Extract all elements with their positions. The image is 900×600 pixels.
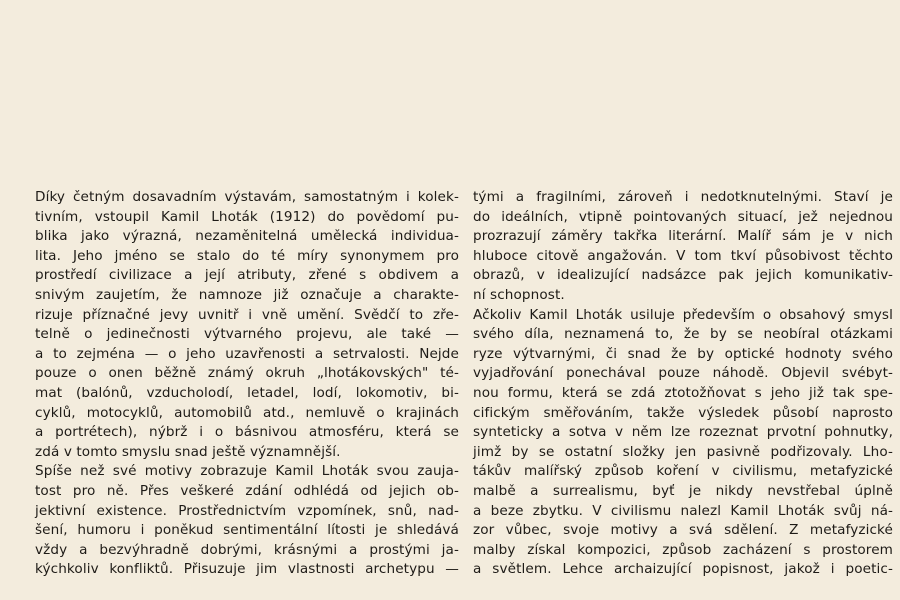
text-line: malbě a surrealismu, byť je nikdy nevstřebal úplně [473,482,893,499]
text-line: jimž by se ostatní složky jen pasivně podřizovaly. Lho- [473,443,893,460]
text-line: a světlem. Lehce archaizující popisnost, jakož i poetic- [473,561,893,578]
text-line: obrazů, v idealizující nadsázce pak jejich komunikativ- [473,267,893,284]
text-line: zor vůbec, svoje motivy a svá sdělení. Z metafyzické [473,522,893,539]
text-line: šení, humoru i poněkud sentimentální lítosti je shledává [35,522,459,539]
text-line: a beze zbytku. V civilismu nalezl Kamil Lhoták svůj ná- [473,502,893,519]
text-column-right [473,188,893,580]
text-line: tákův malířský způsob koření v civilismu, metafyzické [473,463,893,480]
text-line: cifickým směřováním, takže výsledek působí naprosto [473,404,893,421]
text-line: mat (balónů, vzducholodí, letadel, lodí, lokomotiv, bi- [35,384,459,401]
text-line: kýchkoliv konfliktů. Přisuzuje jim vlastnosti archetypu — [35,561,459,578]
text-line: Spíše než své motivy zobrazuje Kamil Lhoták svou zauja- [35,463,459,480]
text-line: tost pro ně. Přes veškeré zdání odhlédá od jejich ob- [35,482,459,499]
text-line: Ačkoliv Kamil Lhoták usiluje především o obsahový smysl [473,306,893,323]
text-line: vyjadřování ponechával pouze náhodě. Objevil svébyt- [473,365,893,382]
text-line: rizuje příznačné jevy uvnitř i vně umění. Svědčí to zře- [35,306,459,323]
text-line: svého díla, neznamená to, že by se neobíral otázkami [473,326,893,343]
text-line: blika jako výrazná, nezaměnitelná umělecká individua- [35,228,459,245]
text-line: pouze o onen běžně známý okruh „lhotákovských" té- [35,365,459,382]
text-line: zdá v tomto smyslu snad ještě významnější. [35,443,341,460]
text-line: Díky četným dosavadním výstavám, samostatným i kolek- [35,189,459,205]
text-line: snivým zaujetím, že namnoze již označuje a charakte- [35,286,459,303]
text-line: a portrétech), nýbrž i o básnivou atmosféru, která se [35,424,459,441]
text-line: nou formu, která se zdá ztotožňovat s jeho již tak spe- [473,384,893,401]
text-line: ryze výtvarnými, či snad že by optické hodnoty svého [473,345,893,362]
text-line: synteticky a sotva v něm lze rozeznat prvotní pohnutky, [473,424,893,441]
text-line: prozrazují záměry takřka literární. Malíř sám je v nich [473,228,893,245]
text-line: tivním, vstoupil Kamil Lhoták (1912) do povědomí pu- [35,208,459,225]
text-line: hluboce citově angažován. V tom tkví působivost těchto [473,247,893,264]
text-line: a to zejména — o jeho uzavřenosti a setrvalosti. Nejde [35,345,459,362]
text-line: prostředí civilizace a její atributy, zřené s obdivem a [35,267,459,284]
text-line: vždy a bezvýhradně dobrými, krásnými a prostými ja- [35,541,459,558]
text-line: jektivní existence. Prostřednictvím vzpomínek, snů, nad- [35,502,459,519]
text-line: lita. Jeho jméno se stalo do té míry synonymem pro [35,247,459,264]
text-line: telně o jedinečnosti výtvarného projevu, ale také — [35,326,459,343]
text-line: tými a fragilními, zároveň i nedotknutelnými. Staví je [473,189,893,205]
text-line: cyklů, motocyklů, automobilů atd., nemluvě o krajinách [35,404,459,421]
text-line: ní schopnost. [473,286,565,303]
text-column-left [35,188,459,580]
text-line: do ideálních, vtipně pointovaných situací, jež nejednou [473,208,893,225]
text-line: malby získal kompozici, způsob zacházení s prostorem [473,541,893,558]
